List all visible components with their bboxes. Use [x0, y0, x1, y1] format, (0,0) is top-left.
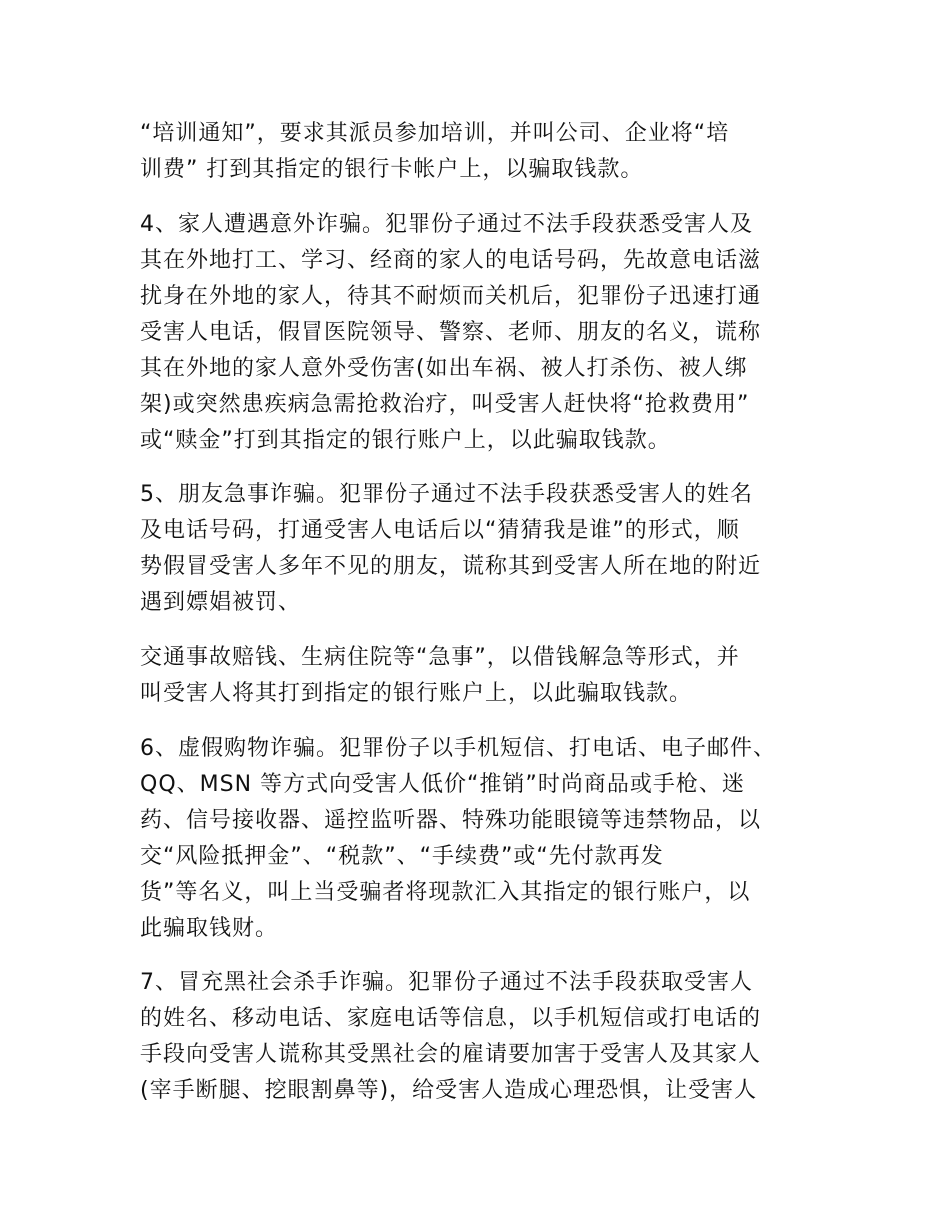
text-line: 其在外地打工、学习、经商的家人的电话号码，先故意电话滋	[140, 248, 762, 273]
text-line: (宰手断腿、挖眼割鼻等)，给受害人造成心理恐惧，让受害人	[140, 1078, 758, 1103]
text-line: 货”等名义，叫上当受骗者将现款汇入其指定的银行账户，以	[140, 880, 751, 905]
paragraph-fake-gangster-fraud	[140, 965, 812, 1109]
text-line: 此骗取钱财。	[140, 916, 279, 941]
paragraph-friend-emergency-continued	[140, 640, 812, 712]
text-line: 受害人电话，假冒医院领导、警察、老师、朋友的名义，谎称	[140, 320, 762, 345]
paragraph-friend-emergency-fraud	[140, 477, 812, 621]
text-line: 手段向受害人谎称其受黑社会的雇请要加害于受害人及其家人	[140, 1042, 762, 1067]
text-line: 或“赎金”打到其指定的银行账户上，以此骗取钱款。	[140, 428, 671, 453]
paragraph-training-notice	[140, 116, 812, 188]
text-line: QQ、MSN 等方式向受害人低价“推销”时尚商品或手枪、迷	[140, 772, 745, 797]
text-line: 及电话号码，打通受害人电话后以“猜猜我是谁”的形式，顺	[140, 518, 740, 543]
paragraph-family-accident-fraud	[140, 207, 812, 459]
text-line: 扰身在外地的家人，待其不耐烦而关机后，犯罪份子迅速打通	[140, 284, 762, 309]
text-line: 势假冒受害人多年不见的朋友，谎称其到受害人所在地的附近	[140, 554, 762, 579]
text-line: 7、冒充黑社会杀手诈骗。犯罪份子通过不法手段获取受害人	[140, 970, 753, 995]
text-line: 5、朋友急事诈骗。犯罪份子通过不法手段获悉受害人的姓名	[140, 482, 753, 507]
text-line: 6、虚假购物诈骗。犯罪份子以手机短信、打电话、电子邮件、	[140, 736, 776, 761]
text-line: 遇到嫖娼被罚、	[140, 590, 302, 615]
text-line: 交通事故赔钱、生病住院等“急事”，以借钱解急等形式，并	[140, 645, 740, 670]
text-line: 其在外地的家人意外受伤害(如出车祸、被人打杀伤、被人绑	[140, 356, 748, 381]
paragraph-fake-shopping-fraud	[140, 731, 812, 947]
text-line: 训费” 打到其指定的银行卡帐户上，以骗取钱款。	[140, 157, 644, 182]
text-line: 的姓名、移动电话、家庭电话等信息，以手机短信或打电话的	[140, 1006, 762, 1031]
text-line: 交“风险抵押金”、“税款”、“手续费”或“先付款再发	[140, 844, 664, 869]
text-line: 4、家人遭遇意外诈骗。犯罪份子通过不法手段获悉受害人及	[140, 212, 753, 237]
text-line: 架)或突然患疾病急需抢救治疗，叫受害人赶快将“抢救费用”	[140, 392, 750, 417]
text-line: “培训通知”，要求其派员参加培训，并叫公司、企业将“培	[140, 121, 730, 146]
text-line: 叫受害人将其打到指定的银行账户上，以此骗取钱款。	[140, 681, 693, 706]
text-line: 药、信号接收器、遥控监听器、特殊功能眼镜等违禁物品，以	[140, 808, 762, 833]
